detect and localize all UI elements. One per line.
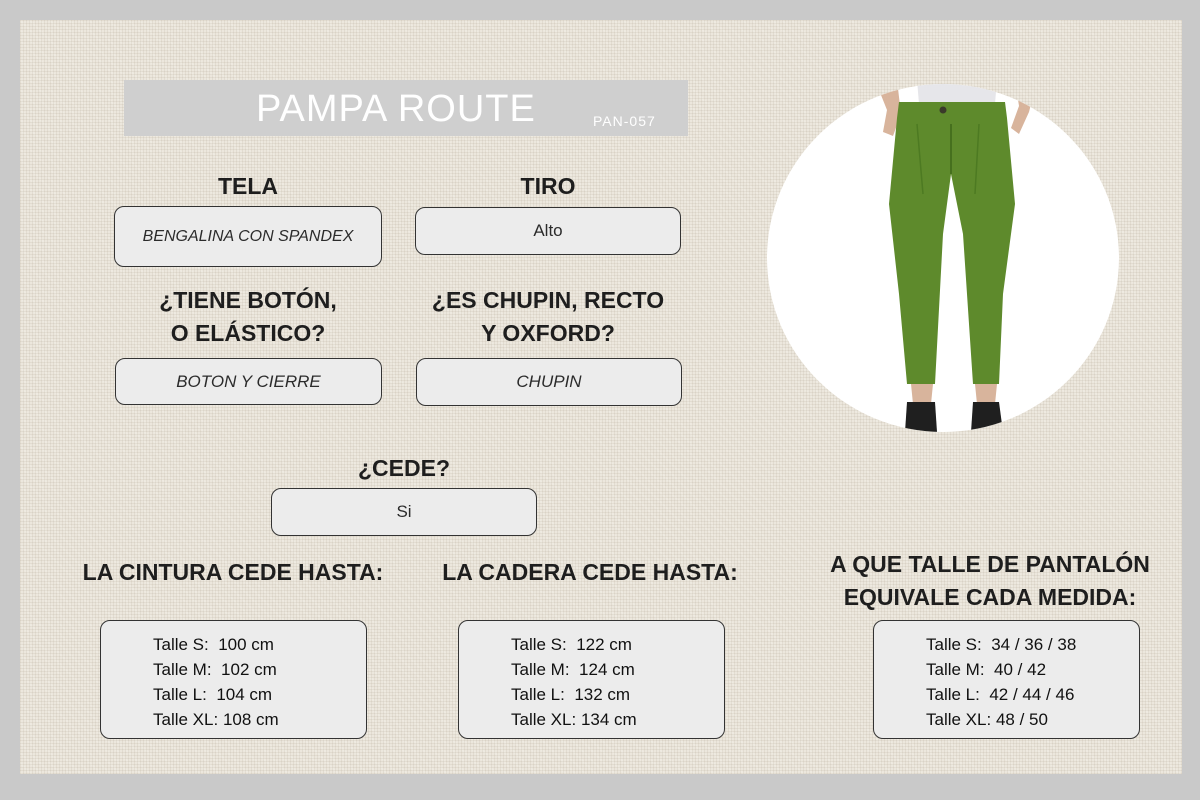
boton-heading-line1: ¿TIENE BOTÓN, xyxy=(159,287,337,313)
tela-heading: TELA xyxy=(217,173,279,199)
cintura-row-m xyxy=(153,657,366,682)
cintura-row-xl xyxy=(153,707,366,732)
size-value: 100 cm xyxy=(218,634,274,654)
size-value: 124 cm xyxy=(579,659,635,679)
size-label: Talle M: xyxy=(153,659,212,679)
product-photo xyxy=(767,84,1119,432)
cadera-row-s xyxy=(511,632,724,657)
product-title: PAMPA ROUTE xyxy=(256,88,536,130)
cadera-row-m xyxy=(511,657,724,682)
size-value: 102 cm xyxy=(221,659,277,679)
size-label: Talle L: xyxy=(511,684,565,704)
equivalencia-size-box xyxy=(873,620,1140,739)
size-label: Talle XL: xyxy=(511,709,577,729)
equivalencia-row-m xyxy=(926,657,1139,682)
size-value: 134 cm xyxy=(580,709,637,729)
corte-heading-line1: ¿ES CHUPIN, RECTO xyxy=(431,287,665,313)
size-value: 48 / 50 xyxy=(995,709,1048,729)
cede-heading: ¿CEDE? xyxy=(358,455,450,481)
cadera-row-xl xyxy=(511,707,724,732)
equivalencia-heading-line2: EQUIVALE CADA MEDIDA: xyxy=(843,584,1137,610)
boton-heading-line2: O ELÁSTICO? xyxy=(170,320,326,346)
size-label: Talle L: xyxy=(926,684,980,704)
size-label: Talle XL: xyxy=(153,709,219,729)
cadera-heading: LA CADERA CEDE HASTA: xyxy=(442,559,738,585)
equivalencia-heading-line1: A QUE TALLE DE PANTALÓN xyxy=(830,551,1150,577)
tiro-value-box: Alto xyxy=(415,207,681,255)
pants-illustration xyxy=(767,84,1119,432)
product-code: PAN-057 xyxy=(593,113,656,129)
equivalencia-row-s xyxy=(926,632,1139,657)
cintura-heading: LA CINTURA CEDE HASTA: xyxy=(82,559,384,585)
equivalencia-row-l xyxy=(926,682,1139,707)
cadera-row-l xyxy=(511,682,724,707)
corte-value-box: CHUPIN xyxy=(416,358,682,406)
size-value: 108 cm xyxy=(222,709,279,729)
cintura-size-box xyxy=(100,620,367,739)
equivalencia-row-xl xyxy=(926,707,1139,732)
size-value: 42 / 44 / 46 xyxy=(989,684,1075,704)
cintura-row-l xyxy=(153,682,366,707)
size-label: Talle S: xyxy=(511,634,567,654)
size-label: Talle L: xyxy=(153,684,207,704)
size-label: Talle M: xyxy=(511,659,570,679)
equivalencia-heading xyxy=(790,548,1190,614)
boton-heading xyxy=(114,284,382,350)
size-value: 132 cm xyxy=(574,684,631,704)
size-value: 40 / 42 xyxy=(994,659,1047,679)
cede-value-box: Si xyxy=(271,488,537,536)
size-label: Talle S: xyxy=(926,634,982,654)
size-value: 122 cm xyxy=(576,634,632,654)
cadera-size-box xyxy=(458,620,725,739)
size-value: 104 cm xyxy=(216,684,273,704)
size-value: 34 / 36 / 38 xyxy=(991,634,1077,654)
boton-value-box: BOTON Y CIERRE xyxy=(115,358,382,405)
tiro-heading: TIRO xyxy=(520,173,576,199)
corte-heading-line2: Y OXFORD? xyxy=(481,320,615,346)
cintura-row-s xyxy=(153,632,366,657)
size-label: Talle S: xyxy=(153,634,209,654)
corte-heading xyxy=(412,284,684,350)
tela-value-box: BENGALINA CON SPANDEX xyxy=(114,206,382,267)
size-label: Talle M: xyxy=(926,659,985,679)
size-label: Talle XL: xyxy=(926,709,992,729)
